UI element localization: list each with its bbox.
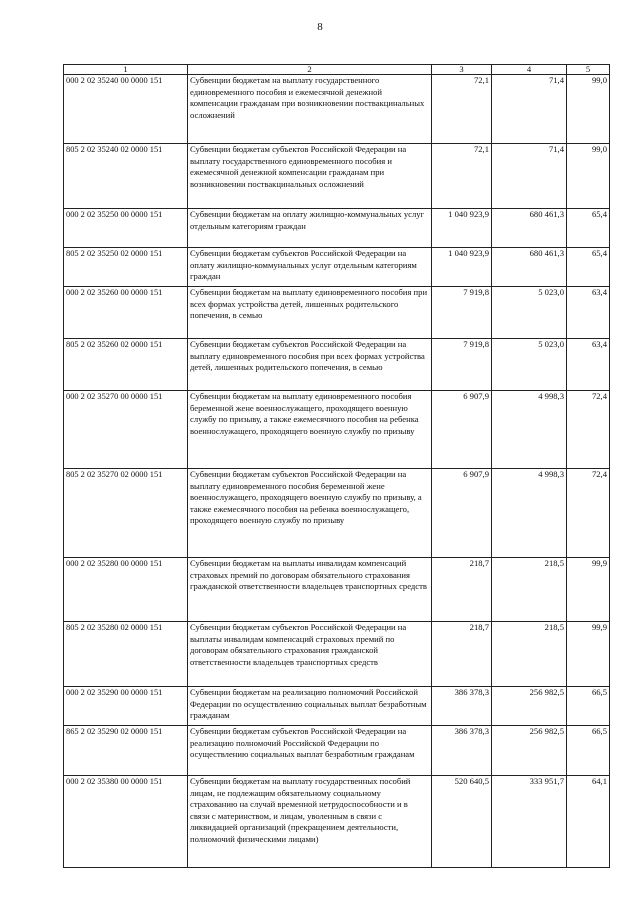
budget-table — [63, 64, 610, 868]
row-code: 805 2 02 35250 02 0000 151 — [64, 248, 188, 287]
row-name: Субвенции бюджетам на выплаты инвалидам компенсаций страховых премий по договорам обязательного страхования гражданской ответственности владельцев транспортных средств — [188, 558, 432, 622]
row-fact: 333 951,7 — [492, 776, 567, 868]
row-code: 000 2 02 35270 00 0000 151 — [64, 391, 188, 469]
row-fact: 218,5 — [492, 622, 567, 687]
table-row — [64, 469, 610, 558]
column-header-fact: 4 — [492, 65, 567, 75]
row-code: 000 2 02 35240 00 0000 151 — [64, 75, 188, 144]
row-plan: 218,7 — [432, 558, 492, 622]
row-percent: 64,1 — [567, 776, 610, 868]
row-code: 000 2 02 35380 00 0000 151 — [64, 776, 188, 868]
column-header-code: 1 — [64, 65, 188, 75]
table-row — [64, 558, 610, 622]
row-name: Субвенции бюджетам на выплату единовременного пособия беременной жене военнослужащего, проходящего военную службу по призыву, а также ежемесячного пособия на ребенка военнослужащего, проходящего военную службу по призыву — [188, 391, 432, 469]
row-percent: 99,0 — [567, 144, 610, 209]
row-name: Субвенции бюджетам субъектов Российской Федерации на оплату жилищно-коммунальных услуг отдельным категориям граждан — [188, 248, 432, 287]
row-percent: 65,4 — [567, 248, 610, 287]
row-fact: 71,4 — [492, 144, 567, 209]
table-row — [64, 687, 610, 726]
table-row — [64, 726, 610, 776]
row-fact: 4 998,3 — [492, 469, 567, 558]
row-plan: 520 640,5 — [432, 776, 492, 868]
table-row — [64, 144, 610, 209]
row-fact: 256 982,5 — [492, 687, 567, 726]
row-percent: 99,9 — [567, 622, 610, 687]
row-fact: 5 023,0 — [492, 339, 567, 391]
row-plan: 386 378,3 — [432, 687, 492, 726]
row-code: 805 2 02 35260 02 0000 151 — [64, 339, 188, 391]
row-name: Субвенции бюджетам субъектов Российской Федерации на выплаты инвалидам компенсаций страховых премий по договорам обязательного страхования гражданской ответственности владельцев транспортных средств — [188, 622, 432, 687]
row-plan: 218,7 — [432, 622, 492, 687]
row-percent: 66,5 — [567, 726, 610, 776]
row-plan: 7 919,8 — [432, 287, 492, 339]
row-percent: 72,4 — [567, 469, 610, 558]
table-row — [64, 248, 610, 287]
row-fact: 4 998,3 — [492, 391, 567, 469]
row-plan: 386 378,3 — [432, 726, 492, 776]
row-percent: 65,4 — [567, 209, 610, 248]
table-row — [64, 391, 610, 469]
page-number: 8 — [317, 21, 323, 33]
row-percent: 99,9 — [567, 558, 610, 622]
row-percent: 66,5 — [567, 687, 610, 726]
row-name: Субвенции бюджетам на выплату единовременного пособия при всех формах устройства детей, лишенных родительского попечения, в семью — [188, 287, 432, 339]
row-code: 000 2 02 35280 00 0000 151 — [64, 558, 188, 622]
column-header-name: 2 — [188, 65, 432, 75]
row-fact: 5 023,0 — [492, 287, 567, 339]
row-name: Субвенции бюджетам на выплату государственного единовременного пособия и ежемесячной денежной компенсации гражданам при возникновении поствакцинальных осложнений — [188, 75, 432, 144]
table-row — [64, 622, 610, 687]
column-header-percent: 5 — [567, 65, 610, 75]
row-percent: 72,4 — [567, 391, 610, 469]
row-fact: 218,5 — [492, 558, 567, 622]
table-row — [64, 776, 610, 868]
row-code: 865 2 02 35290 02 0000 151 — [64, 726, 188, 776]
table-row — [64, 287, 610, 339]
table-body — [64, 75, 610, 868]
row-fact: 256 982,5 — [492, 726, 567, 776]
row-name: Субвенции бюджетам субъектов Российской Федерации на выплату единовременного пособия при всех формах устройства детей, лишенных родительского попечения, в семью — [188, 339, 432, 391]
row-percent: 63,4 — [567, 287, 610, 339]
row-plan: 1 040 923,9 — [432, 209, 492, 248]
row-fact: 71,4 — [492, 75, 567, 144]
row-code: 000 2 02 35260 00 0000 151 — [64, 287, 188, 339]
row-name: Субвенции бюджетам на оплату жилищно-коммунальных услуг отдельным категориям граждан — [188, 209, 432, 248]
row-percent: 63,4 — [567, 339, 610, 391]
row-code: 805 2 02 35270 02 0000 151 — [64, 469, 188, 558]
row-plan: 6 907,9 — [432, 469, 492, 558]
row-name: Субвенции бюджетам субъектов Российской Федерации на выплату государственного единовременного пособия и ежемесячной денежной компенсации гражданам при возникновении поствакцинальных осложнений — [188, 144, 432, 209]
row-plan: 7 919,8 — [432, 339, 492, 391]
row-percent: 99,0 — [567, 75, 610, 144]
row-code: 805 2 02 35280 02 0000 151 — [64, 622, 188, 687]
row-fact: 680 461,3 — [492, 209, 567, 248]
table-row — [64, 339, 610, 391]
row-name: Субвенции бюджетам на выплату государственных пособий лицам, не подлежащим обязательному социальному страхованию на случай временной нетрудоспособности и в связи с материнством, и лицам, уволенным в связи с ликвидацией организаций (прекращением деятельности, полномочий физическими лицами) — [188, 776, 432, 868]
table-row — [64, 75, 610, 144]
table-header-row — [64, 65, 610, 75]
row-code: 000 2 02 35290 00 0000 151 — [64, 687, 188, 726]
row-name: Субвенции бюджетам на реализацию полномочий Российской Федерации по осуществлению социальных выплат безработным гражданам — [188, 687, 432, 726]
row-plan: 1 040 923,9 — [432, 248, 492, 287]
row-plan: 72,1 — [432, 75, 492, 144]
column-header-plan: 3 — [432, 65, 492, 75]
row-plan: 6 907,9 — [432, 391, 492, 469]
row-name: Субвенции бюджетам субъектов Российской Федерации на реализацию полномочий Российской Федерации по осуществлению социальных выплат безработным гражданам — [188, 726, 432, 776]
row-plan: 72,1 — [432, 144, 492, 209]
row-code: 805 2 02 35240 02 0000 151 — [64, 144, 188, 209]
table-row — [64, 209, 610, 248]
row-fact: 680 461,3 — [492, 248, 567, 287]
row-code: 000 2 02 35250 00 0000 151 — [64, 209, 188, 248]
row-name: Субвенции бюджетам субъектов Российской Федерации на выплату единовременного пособия беременной жене военнослужащего, проходящего военную службу по призыву, а также ежемесячного пособия на ребенка военнослужащего, проходящего военную службу по призыву — [188, 469, 432, 558]
